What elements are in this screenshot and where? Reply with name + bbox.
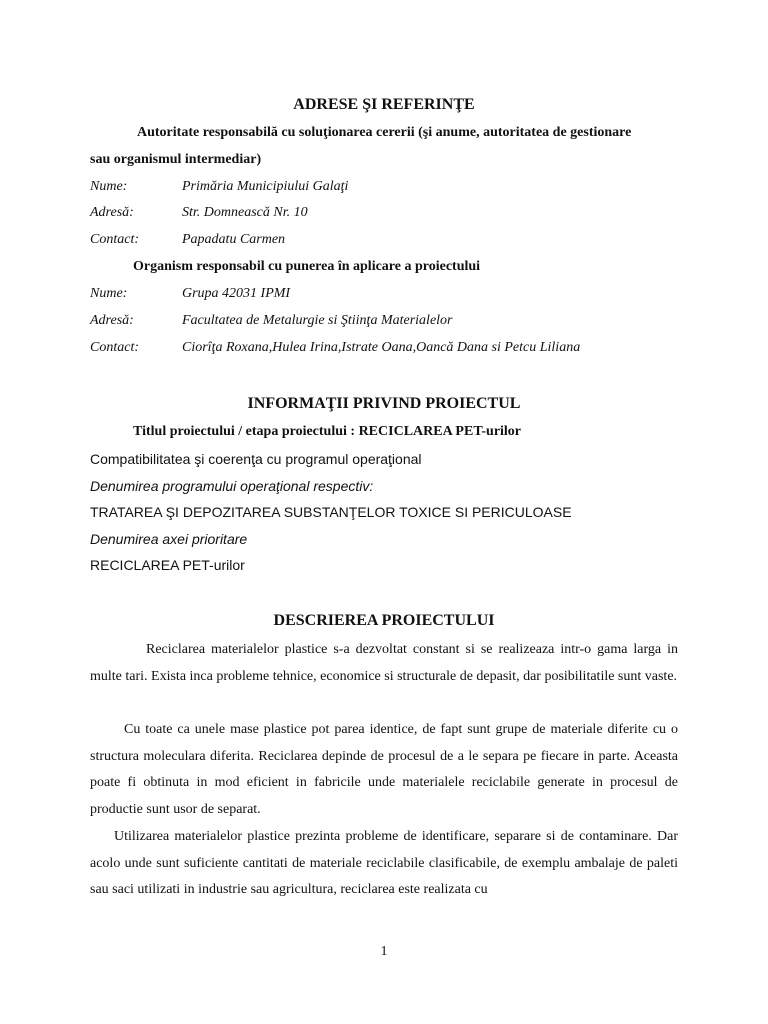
authority-name-value: Primăria Municipiului Galaţi [182,179,349,194]
authority-name-row [90,179,348,195]
axis-value: RECICLAREA PET-urilor [90,557,245,573]
description-paragraph-1: Reciclarea materialelor plastice s-a dezvoltat constant si se realizeaza intr-o gama larga in multe tari. Exista inca probleme tehnice, economice si structurale de depasit, dar posibilitatile sunt vaste. [90,642,678,684]
addresses-title: ADRESE ŞI REFERINŢE [293,96,475,113]
organism-contact-value: Ciorîţa Roxana,Hulea Irina,Istrate Oana,Oancă Dana si Petcu Liliana [182,340,581,355]
authority-address-row [90,205,308,221]
organism-contact-row [90,340,580,356]
authority-address-value: Str. Domnească Nr. 10 [182,205,308,220]
authority-contact-value: Papadatu Carmen [182,232,286,247]
organism-name-row [90,286,290,302]
organism-name-value: Grupa 42031 IPMI [182,286,291,301]
program-label: Denumirea programului operaţional respectiv: [90,478,374,494]
compatibility-line: Compatibilitatea şi coerenţa cu programul operaţional [90,451,422,467]
organism-contact-label: Contact: [90,340,139,355]
authority-contact-label: Contact: [90,232,139,247]
authority-name-label: Nume: [90,179,128,194]
authority-heading-line2: sau organismul intermediar) [90,152,262,167]
program-value: TRATAREA ŞI DEPOZITAREA SUBSTANŢELOR TOXICE SI PERICULOASE [90,504,572,520]
organism-name-label: Nume: [90,286,128,301]
project-info-title: INFORMAŢII PRIVIND PROIECTUL [247,395,521,412]
project-title-line: Titlul proiectului / etapa proiectului : RECICLAREA PET-urilor [133,424,522,439]
organism-address-row [90,313,453,329]
organism-address-value: Facultatea de Metalurgie si Ştiinţa Materialelor [182,313,453,328]
organism-address-label: Adresă: [90,313,134,328]
description-paragraph-3: Utilizarea materialelor plastice prezinta probleme de identificare, separare si de contaminare. Dar acolo unde sunt suficiente cantitati de materiale reciclabile clasificabile, de exemplu ambalaje de paleti sau saci utilizati in industrie sau agricultura, reciclarea este realizata cu [90,829,678,897]
authority-address-label: Adresă: [90,205,134,220]
page-number: 1 [380,944,388,959]
authority-contact-row [90,232,285,248]
axis-label: Denumirea axei prioritare [90,531,248,547]
description-title: DESCRIEREA PROIECTULUI [273,612,495,629]
organism-heading: Organism responsabil cu punerea în aplicare a proiectului [133,259,481,274]
authority-heading-line1: Autoritate responsabilă cu soluţionarea cererii (şi anume, autoritatea de gestionare [137,125,632,140]
description-paragraph-2: Cu toate ca unele mase plastice pot parea identice, de fapt sunt grupe de materiale diferite cu o structura moleculara diferita. Reciclarea depinde de procesul de a le separa pe fiecare in parte. Aceasta poate fi obtinuta in mod eficient in fabricile unde materialele reciclabile generate in procesul de productie sunt usor de separat. [90,722,678,817]
